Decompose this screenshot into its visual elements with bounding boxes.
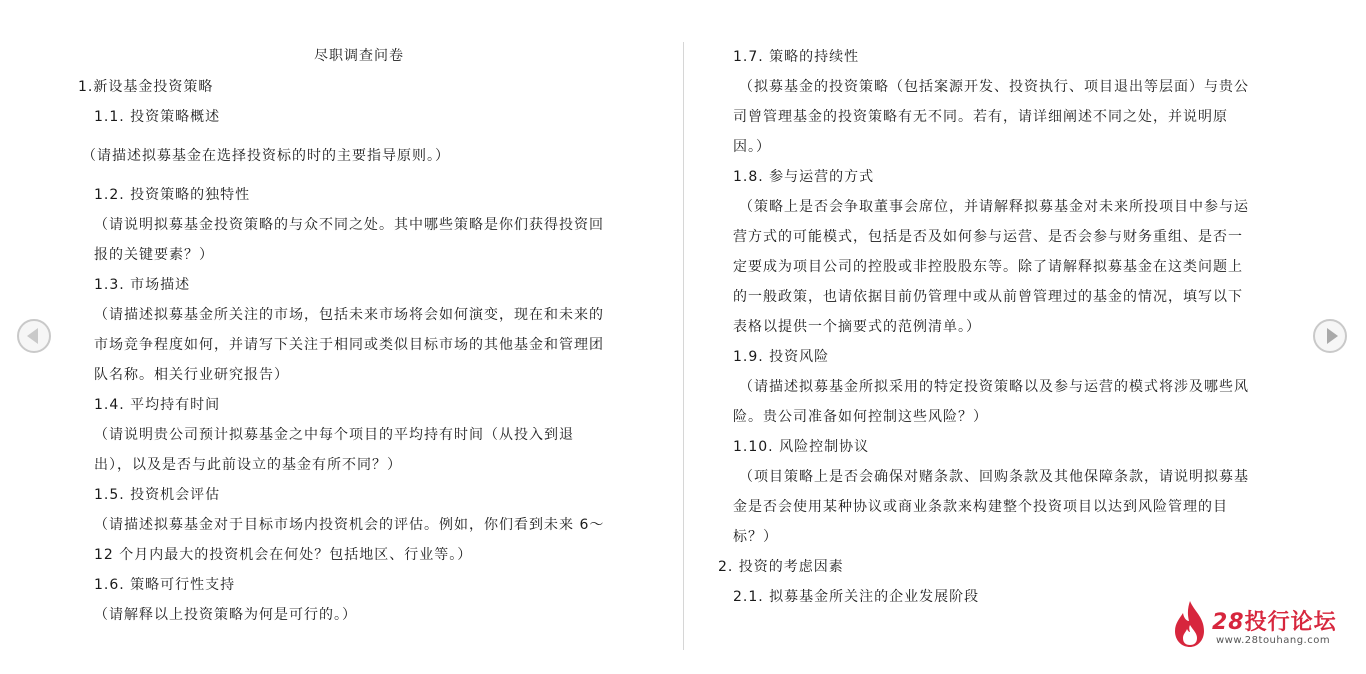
subsection-heading: 1.2. 投资策略的独特性 [94,187,251,203]
chevron-right-icon [1327,328,1338,344]
subsection-heading: 1.4. 平均持有时间 [94,397,221,413]
left-page [78,0,648,674]
right-page [718,0,1293,674]
body-text: （请描述拟募基金对于目标市场内投资机会的评估。例如，你们看到未来 6～ [94,517,605,533]
next-page-button[interactable] [1313,319,1347,353]
body-text: 金是否会使用某种协议或商业条款来构建整个投资项目以达到风险管理的目 [733,499,1228,515]
body-text: 的一般政策，也请依据目前仍管理中或从前曾管理过的基金的情况，填写以下 [733,289,1243,305]
body-text: 险。贵公司准备如何控制这些风险？） [733,409,988,425]
subsection-heading: 1.1. 投资策略概述 [94,109,221,125]
subsection-heading: 1.7. 策略的持续性 [733,49,860,65]
body-text: 队名称。相关行业研究报告） [94,367,289,383]
section-heading: 1.新设基金投资策略 [78,79,214,95]
section-heading: 2. 投资的考虑因素 [718,559,844,575]
body-text: （项目策略上是否会确保对赌条款、回购条款及其他保障条款，请说明拟募基 [739,469,1249,485]
body-text: （请说明贵公司预计拟募基金之中每个项目的平均持有时间（从投入到退 [94,427,574,443]
body-text: （请描述拟募基金所关注的市场，包括未来市场将会如何演变，现在和未来的 [94,307,604,323]
body-text: 标？） [733,529,778,545]
brand-url: www.28touhang.com [1216,635,1331,646]
body-text: （请描述拟募基金所拟采用的特定投资策略以及参与运营的模式将涉及哪些风 [739,379,1249,395]
body-text: 出），以及是否与此前设立的基金有所不同？） [94,457,402,473]
chevron-left-icon [27,328,38,344]
subsection-heading: 1.6. 策略可行性支持 [94,577,236,593]
body-text: 定要成为项目公司的控股或非控股股东等。除了请解释拟募基金在这类问题上 [733,259,1243,275]
previous-page-button[interactable] [17,319,51,353]
body-text: 表格以提供一个摘要式的范例清单。） [733,319,981,335]
subsection-heading: 1.10. 风险控制协议 [733,439,870,455]
body-text: （请解释以上投资策略为何是可行的。） [94,607,357,623]
subsection-heading: 1.5. 投资机会评估 [94,487,221,503]
page-divider [683,42,684,650]
prompt-text: （请描述拟募基金在选择投资标的时的主要指导原则。） [82,148,450,164]
watermark-logo [1170,599,1350,651]
body-text: 营方式的可能模式，包括是否及如何参与运营、是否会参与财务重组、是否一 [733,229,1243,245]
body-text: （策略上是否会争取董事会席位，并请解释拟募基金对未来所投项目中参与运 [739,199,1249,215]
body-text: （请说明拟募基金投资策略的与众不同之处。其中哪些策略是你们获得投资回 [94,217,604,233]
document-title: 尽职调查问卷 [314,48,404,64]
body-text: 报的关键要素？） [94,247,214,263]
subsection-heading: 1.9. 投资风险 [733,349,830,365]
subsection-heading: 1.8. 参与运营的方式 [733,169,875,185]
body-text: 12 个月内最大的投资机会在何处？包括地区、行业等。） [94,547,473,563]
body-text: （拟募基金的投资策略（包括案源开发、投资执行、项目退出等层面）与贵公 [739,79,1249,95]
subsection-heading: 2.1. 拟募基金所关注的企业发展阶段 [733,589,980,605]
flame-icon [1170,599,1210,649]
body-text: 因。） [733,139,771,155]
subsection-heading: 1.3. 市场描述 [94,277,191,293]
body-text: 市场竞争程度如何，并请写下关注于相同或类似目标市场的其他基金和管理团 [94,337,604,353]
brand-name: 28投行论坛 [1212,610,1337,635]
body-text: 司曾管理基金的投资策略有无不同。若有，请详细阐述不同之处，并说明原 [733,109,1228,125]
